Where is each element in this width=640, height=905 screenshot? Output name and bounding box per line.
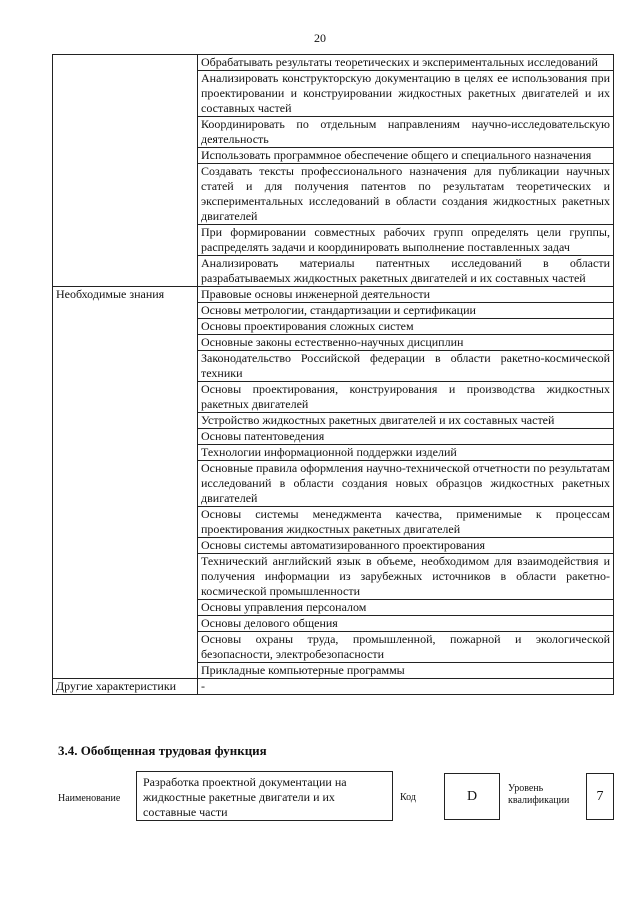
knowledge-item: Основы системы менеджмента качества, применимые к процессам проектирования жидкостных ракетных двигателей bbox=[198, 507, 614, 538]
qualification-level-caption: Уровень квалификации bbox=[508, 783, 570, 806]
ability-item: Создавать тексты профессионального назначения для публикации научных статей и для получения патентов по результатам теоретических и экспериментальных исследований в области создания жидкостных ракетных двигателей bbox=[198, 164, 614, 225]
table-row bbox=[53, 287, 614, 303]
code-caption: Код bbox=[400, 792, 416, 803]
qualification-level-box: 7 bbox=[586, 773, 614, 820]
generalized-function-row bbox=[0, 770, 640, 825]
knowledge-item: Технологии информационной поддержки изделий bbox=[198, 445, 614, 461]
other-characteristics-label: Другие характеристики bbox=[53, 679, 198, 695]
knowledge-item: Основы делового общения bbox=[198, 616, 614, 632]
ability-item: При формировании совместных рабочих групп определять цели группы, распределять задачи и координировать выполнение поставленных задач bbox=[198, 225, 614, 256]
knowledge-label: Необходимые знания bbox=[53, 287, 198, 679]
knowledge-item: Основы метрологии, стандартизации и сертификации bbox=[198, 303, 614, 319]
knowledge-item: Основные законы естественно-научных дисциплин bbox=[198, 335, 614, 351]
code-box: D bbox=[444, 773, 500, 820]
knowledge-item: Основы проектирования, конструирования и производства жидкостных ракетных двигателей bbox=[198, 382, 614, 413]
knowledge-item: Основные правила оформления научно-технической отчетности по результатам исследований в области создания новых образцов жидкостных ракетных двигателей bbox=[198, 461, 614, 507]
knowledge-item: Технический английский язык в объеме, необходимом для взаимодействия и получения информации из зарубежных источников в области ракетно-космической промышленности bbox=[198, 554, 614, 600]
knowledge-item: Прикладные компьютерные программы bbox=[198, 663, 614, 679]
ability-item: Анализировать конструкторскую документацию в целях ее использования при проектировании и конструировании жидкостных ракетных двигателей и их составных частей bbox=[198, 71, 614, 117]
labor-function-table bbox=[52, 54, 614, 695]
knowledge-item: Основы охраны труда, промышленной, пожарной и экологической безопасности, электробезопасности bbox=[198, 632, 614, 663]
knowledge-item: Основы проектирования сложных систем bbox=[198, 319, 614, 335]
function-name-box: Разработка проектной документации на жидкостные ракетные двигатели и их составные части bbox=[136, 771, 393, 821]
knowledge-item: Основы системы автоматизированного проектирования bbox=[198, 538, 614, 554]
abilities-label-cell bbox=[53, 55, 198, 287]
ability-item: Использовать программное обеспечение общего и специального назначения bbox=[198, 148, 614, 164]
knowledge-item: Правовые основы инженерной деятельности bbox=[198, 287, 614, 303]
knowledge-item: Основы управления персоналом bbox=[198, 600, 614, 616]
name-caption: Наименование bbox=[58, 793, 121, 804]
knowledge-item: Основы патентоведения bbox=[198, 429, 614, 445]
ability-item: Координировать по отдельным направлениям научно-исследовательскую деятельность bbox=[198, 117, 614, 148]
ability-item: Обрабатывать результаты теоретических и экспериментальных исследований bbox=[198, 55, 614, 71]
knowledge-item: Устройство жидкостных ракетных двигателей и их составных частей bbox=[198, 413, 614, 429]
section-heading: 3.4. Обобщенная трудовая функция bbox=[58, 743, 267, 758]
knowledge-item: Законодательство Российской федерации в области ракетно-космической техники bbox=[198, 351, 614, 382]
ability-item: Анализировать материалы патентных исследований в области разрабатываемых жидкостных ракетных двигателей и их составных частей bbox=[198, 256, 614, 287]
page-number: 20 bbox=[314, 31, 326, 45]
table-row bbox=[53, 679, 614, 695]
other-characteristics-value: - bbox=[198, 679, 614, 695]
table-row bbox=[53, 55, 614, 71]
